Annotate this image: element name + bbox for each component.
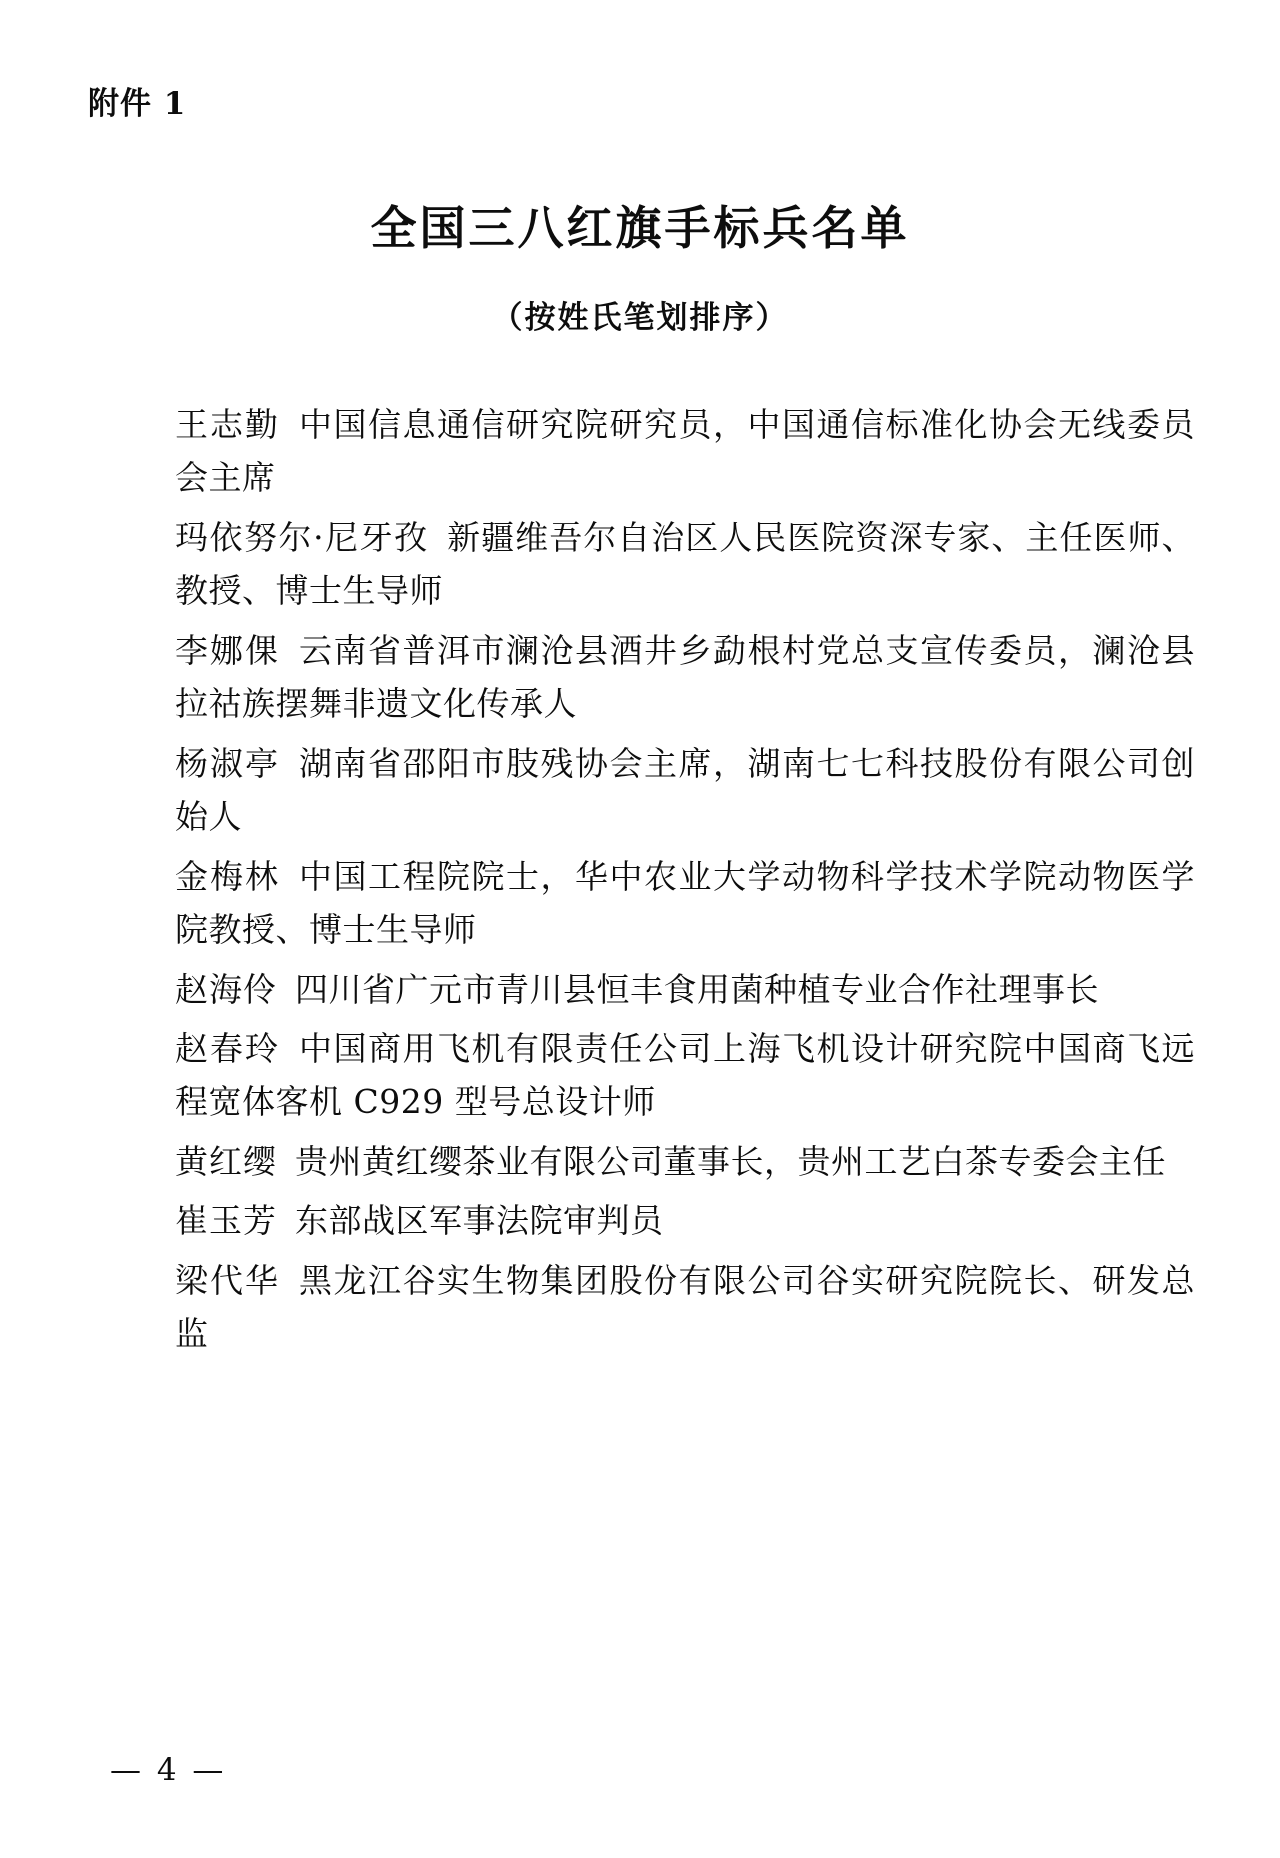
honoree-description: 湖南省邵阳市肢残协会主席，湖南七七科技股份有限公司创始人 — [175, 743, 1195, 837]
list-item — [175, 737, 1195, 844]
honoree-description: 黑龙江谷实生物集团股份有限公司谷实研究院院长、研发总监 — [175, 1260, 1195, 1354]
list-item — [175, 1194, 1195, 1247]
honoree-description: 中国商用飞机有限责任公司上海飞机设计研究院中国商飞远程宽体客机 C929 型号总设计师 — [175, 1028, 1195, 1122]
honoree-description: 中国信息通信研究院研究员，中国通信标准化协会无线委员会主席 — [175, 405, 1195, 498]
list-item — [175, 963, 1195, 1016]
honoree-name: 梁代华 — [175, 1260, 280, 1300]
list-item — [175, 850, 1195, 957]
list-item — [175, 1022, 1195, 1129]
list-item — [175, 1135, 1195, 1188]
list-item — [175, 398, 1195, 505]
honoree-description: 四川省广元市青川县恒丰食用菌种植专业合作社理事长 — [295, 969, 1099, 1009]
page-subtitle: （按姓氏笔划排序） — [491, 300, 789, 336]
list-item — [175, 511, 1195, 618]
honoree-name: 杨淑亭 — [175, 743, 280, 783]
honoree-name: 李娜倮 — [175, 630, 280, 670]
honoree-description: 东部战区军事法院审判员 — [295, 1201, 664, 1241]
honoree-description: 贵州黄红缨茶业有限公司董事长，贵州工艺白茶专委会主任 — [295, 1141, 1166, 1181]
honoree-name: 玛依努尔·尼牙孜 — [175, 517, 429, 557]
list-item — [175, 624, 1195, 731]
honoree-name: 赵春玲 — [175, 1028, 280, 1068]
page-title: 全国三八红旗手标兵名单 — [370, 201, 910, 255]
list-item — [175, 1254, 1195, 1361]
honoree-list — [175, 398, 1195, 1367]
attachment-label: 附件 1 — [88, 86, 187, 122]
honoree-name: 赵海伶 — [175, 969, 277, 1009]
honoree-description: 中国工程院院士，华中农业大学动物科学技术学院动物医学院教授、博士生导师 — [175, 856, 1195, 950]
honoree-name: 黄红缨 — [175, 1141, 277, 1181]
honoree-name: 崔玉芳 — [175, 1201, 277, 1241]
honoree-name: 王志勤 — [175, 405, 280, 444]
honoree-description: 云南省普洱市澜沧县酒井乡勐根村党总支宣传委员，澜沧县拉祜族摆舞非遗文化传承人 — [175, 630, 1195, 724]
page-number: — 4 — — [110, 1752, 227, 1788]
honoree-description: 新疆维吾尔自治区人民医院资深专家、主任医师、教授、博士生导师 — [175, 517, 1195, 611]
honoree-name: 金梅林 — [175, 856, 280, 896]
